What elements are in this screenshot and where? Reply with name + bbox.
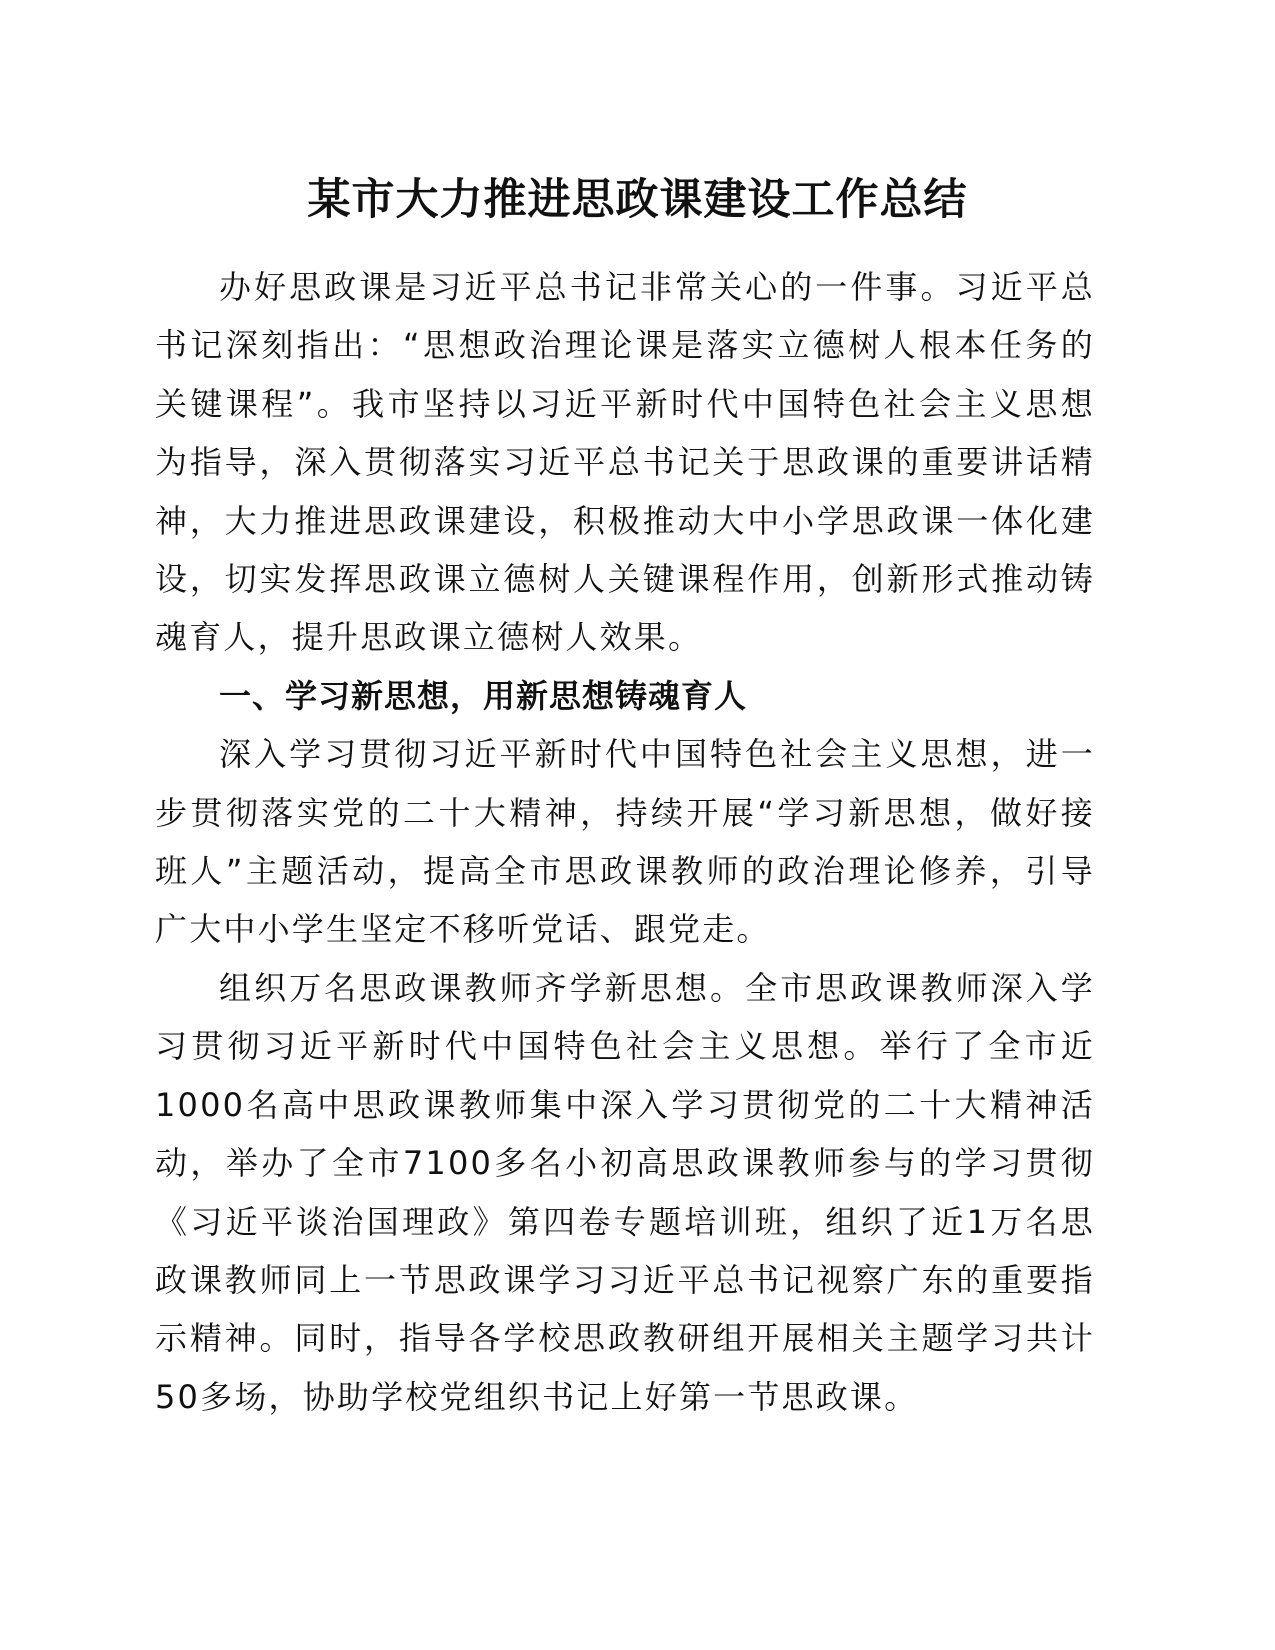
document-body	[155, 258, 1095, 1426]
section-paragraph-1: 深入学习贯彻习近平新时代中国特色社会主义思想，进一步贯彻落实党的二十大精神，持续开展“学习新思想，做好接班人”主题活动，提高全市思政课教师的政治理论修养，引导广大中小学生坚定不移听党话、跟党走。	[155, 735, 1095, 949]
document-title: 某市大力推进思政课建设工作总结	[307, 175, 968, 225]
intro-paragraph: 办好思政课是习近平总书记非常关心的一件事。习近平总书记深刻指出：“思想政治理论课是落实立德树人根本任务的关键课程”。我市坚持以习近平新时代中国特色社会主义思想为指导，深入贯彻落实习近平总书记关于思政课的重要讲话精神，大力推进思政课建设，积极推动大中小学思政课一体化建设，切实发挥思政课立德树人关键课程作用，创新形式推动铸魂育人，提升思政课立德树人效果。	[155, 268, 1095, 657]
section-heading: 一、学习新思想，用新思想铸魂育人	[219, 676, 748, 715]
section-paragraph-2: 组织万名思政课教师齐学新思想。全市思政课教师深入学习贯彻习近平新时代中国特色社会主义思想。举行了全市近1000名高中思政课教师集中深入学习贯彻党的二十大精神活动，举办了全市7100多名小初高思政课教师参与的学习贯彻《习近平谈治国理政》第四卷专题培训班，组织了近1万名思政课教师同上一节思政课学习习近平总书记视察广东的重要指示精神。同时，指导各学校思政教研组开展相关主题学习共计50多场，协助学校党组织书记上好第一节思政课。	[155, 968, 1095, 1416]
